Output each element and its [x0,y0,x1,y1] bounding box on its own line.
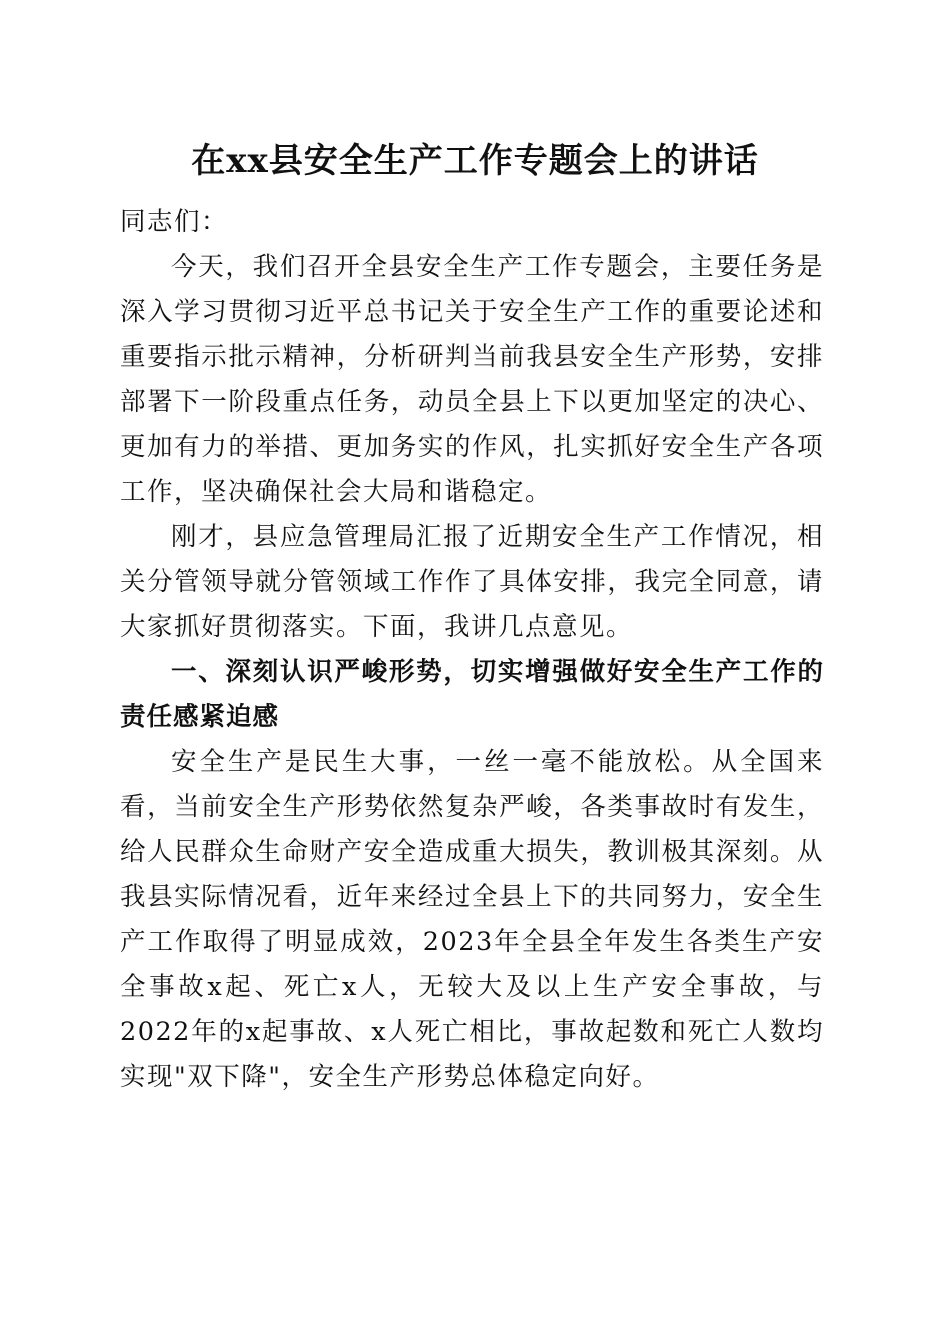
document-title: 在xx县安全生产工作专题会上的讲话 [191,141,759,181]
document-body [120,200,824,1100]
paragraph-opening: 今天，我们召开全县安全生产工作专题会，主要任务是深入学习贯彻习近平总书记关于安全生产工作的重要论述和重要指示批示精神，分析研判当前我县安全生产形势，安排部署下一阶段重点任务，动员全县上下以更加坚定的决心、更加有力的举措、更加务实的作风，扎实抓好安全生产各项工作，坚决确保社会大局和谐稳定。 [120,252,824,507]
section-heading: 一、深刻认识严峻形势，切实增强做好安全生产工作的责任感紧迫感 [120,657,824,732]
section-paragraph: 安全生产是民生大事，一丝一毫不能放松。从全国来看，当前安全生产形势依然复杂严峻，各类事故时有发生，给人民群众生命财产安全造成重大损失，教训极其深刻。从我县实际情况看，近年来经过全县上下的共同努力，安全生产工作取得了明显成效，2023年全县全年发生各类生产安全事故x起、死亡x人，无较大及以上生产安全事故，与2022年的x起事故、x人死亡相比，事故起数和死亡人数均实现"双下降"，安全生产形势总体稳定向好。 [120,747,824,1092]
salutation: 同志们： [120,207,229,237]
paragraph-transition: 刚才，县应急管理局汇报了近期安全生产工作情况，相关分管领导就分管领域工作作了具体安排，我完全同意，请大家抓好贯彻落实。下面，我讲几点意见。 [120,522,824,642]
